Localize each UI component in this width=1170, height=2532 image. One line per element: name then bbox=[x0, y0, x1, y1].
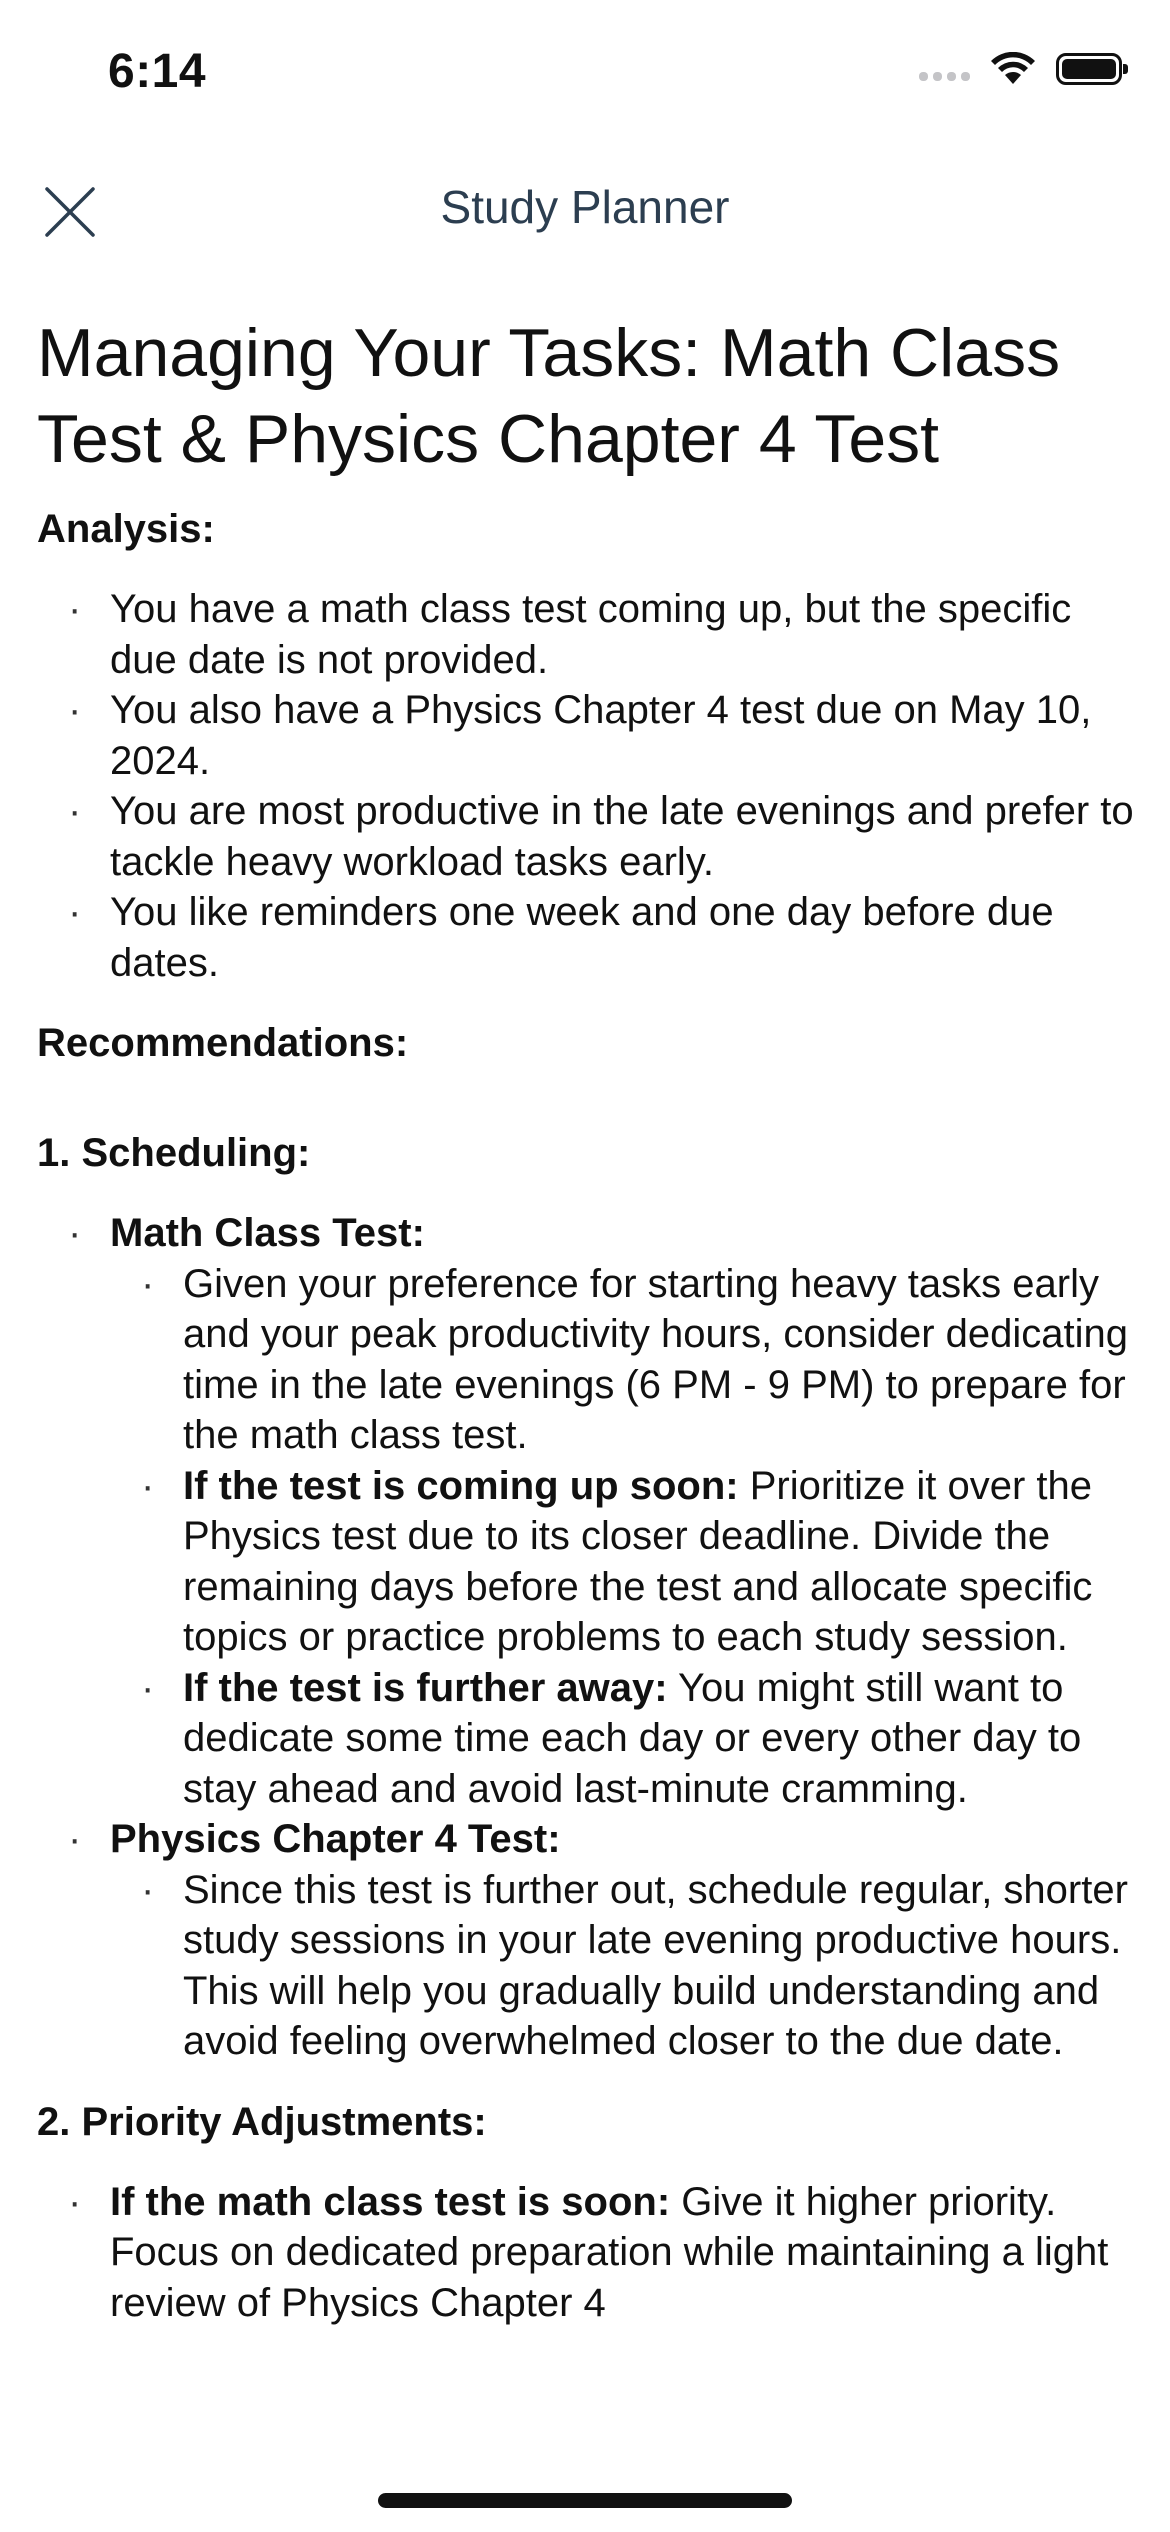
list-item: · You like reminders one week and one day before due dates. bbox=[110, 887, 1147, 988]
priority-list bbox=[110, 2177, 1147, 2329]
scheduling-heading: 1. Scheduling: bbox=[37, 1131, 311, 1175]
wifi-icon bbox=[990, 52, 1036, 86]
item-text: Prioritize it over the Physics test due to its closer deadline. Divide the remaining days before the test and allocate specific topics or practice problems to each study session. bbox=[183, 1463, 1093, 1659]
list-item: · You have a math class test coming up, but the specific due date is not provided. bbox=[110, 584, 1147, 685]
battery-icon bbox=[1056, 53, 1122, 85]
home-indicator[interactable] bbox=[378, 2493, 792, 2508]
analysis-heading: Analysis: bbox=[37, 507, 215, 551]
article-content bbox=[37, 310, 1147, 2328]
list-item bbox=[110, 2177, 1147, 2329]
physics-test-label: Physics Chapter 4 Test: bbox=[110, 1817, 561, 1861]
signal-icon bbox=[919, 57, 970, 81]
list-item bbox=[183, 1865, 1147, 2067]
status-icons bbox=[919, 52, 1122, 86]
math-test-label: Math Class Test: bbox=[110, 1211, 425, 1255]
item-bold: If the math class test is soon: bbox=[110, 2179, 671, 2224]
article-title: Managing Your Tasks: Math Class Test & Physics Chapter 4 Test bbox=[37, 315, 1061, 477]
item-text: Since this test is further out, schedule regular, shorter study sessions in your late evening productive hours. This will help you gradually build understanding and avoid feeling overwhelmed closer to the due date. bbox=[183, 1867, 1128, 2063]
priority-heading: 2. Priority Adjustments: bbox=[37, 2099, 487, 2144]
item-text: Give it higher priority. Focus on dedicated preparation while maintaining a light review of Physics Chapter 4 bbox=[110, 2179, 1109, 2325]
math-test-sublist bbox=[183, 1259, 1147, 1815]
status-time: 6:14 bbox=[108, 45, 207, 98]
analysis-list bbox=[110, 584, 1147, 988]
list-item bbox=[183, 1461, 1147, 1663]
item-bold: If the test is further away: bbox=[183, 1665, 668, 1710]
nav-bar bbox=[0, 160, 1170, 256]
list-item: · You are most productive in the late evenings and prefer to tackle heavy workload tasks early. bbox=[110, 786, 1147, 887]
item-text: Given your preference for starting heavy tasks early and your peak productivity hours, consider dedicating time in the late evenings (6 PM - 9 PM) to prepare for the math class test. bbox=[183, 1261, 1128, 1457]
recommendations-heading: Recommendations: bbox=[37, 1021, 409, 1065]
list-item bbox=[110, 1814, 1147, 2067]
scheduling-list bbox=[110, 1208, 1147, 2067]
list-item: · You also have a Physics Chapter 4 test due on May 10, 2024. bbox=[110, 685, 1147, 786]
status-bar bbox=[0, 0, 1170, 150]
list-item bbox=[183, 1259, 1147, 1461]
nav-title: Study Planner bbox=[440, 181, 730, 233]
item-text: You might still want to dedicate some time each day or every other day to stay ahead and avoid last-minute cramming. bbox=[183, 1665, 1082, 1811]
list-item bbox=[110, 1208, 1147, 1814]
item-bold: If the test is coming up soon: bbox=[183, 1463, 739, 1508]
physics-test-sublist bbox=[183, 1865, 1147, 2067]
list-item bbox=[183, 1663, 1147, 1815]
